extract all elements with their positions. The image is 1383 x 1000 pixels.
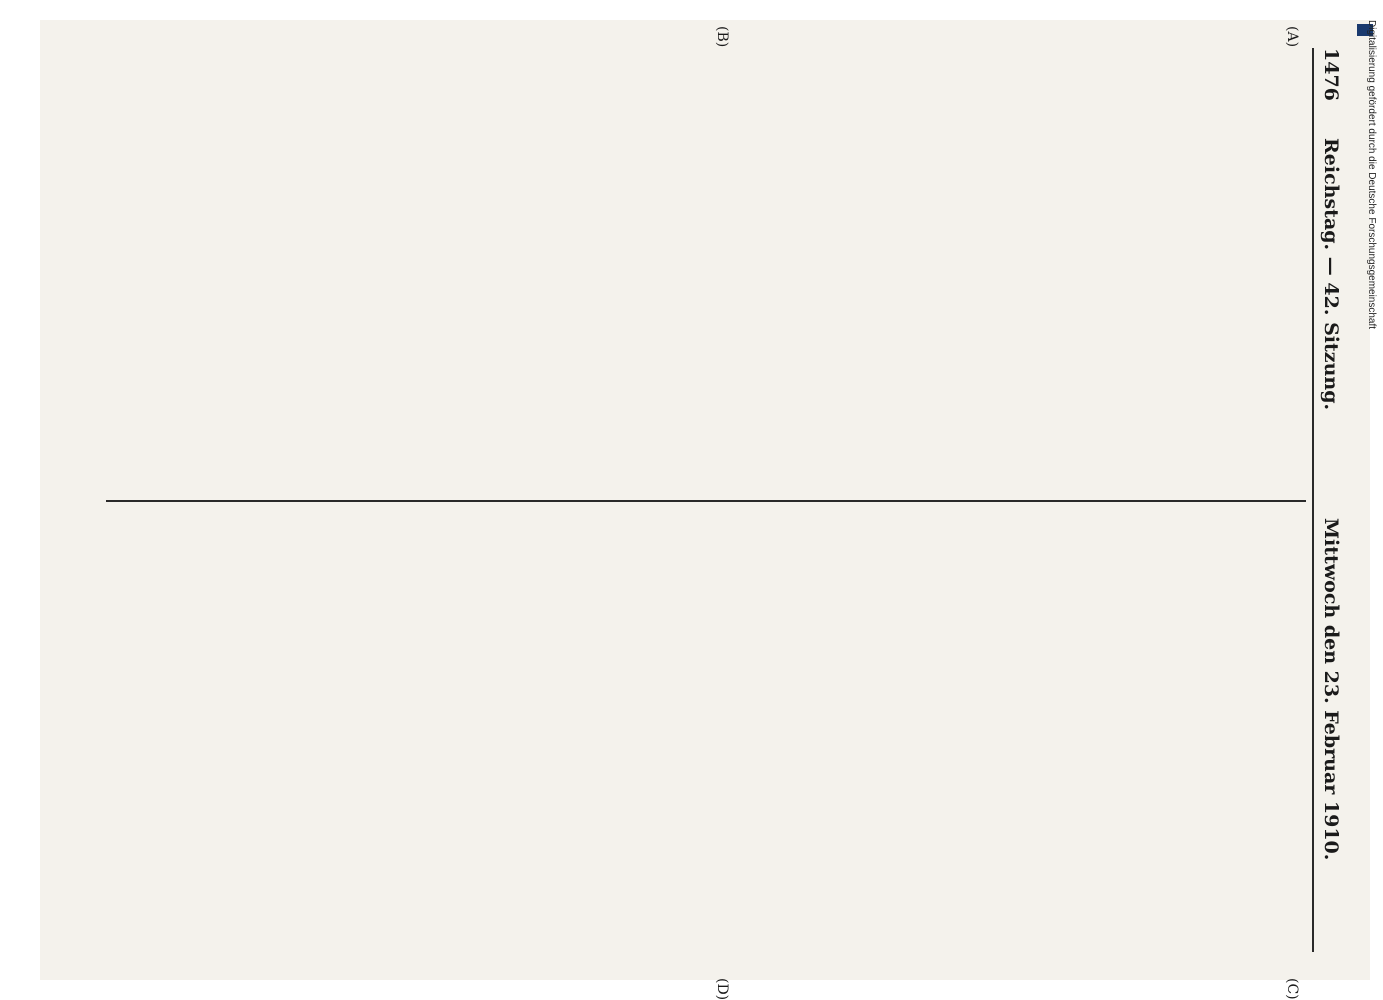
digitization-note-text: Digitalisierung gefördert durch die Deutsche Forschungsgemeinschaft (1366, 20, 1377, 330)
header-date: Mittwoch den 23. Februar 1910. (1320, 518, 1342, 861)
header-title: Reichstag. — 42. Sitzung. (1320, 138, 1342, 411)
page-content (40, 20, 1370, 1000)
text-column-left (106, 48, 1306, 468)
digitization-note (1363, 20, 1377, 960)
column-divider (106, 500, 1306, 502)
running-header (1312, 48, 1348, 952)
margin-marker-b: (B) (714, 26, 730, 48)
margin-marker-d: (D) (714, 978, 730, 1000)
margin-marker-a: (A) (1284, 26, 1300, 48)
page-number: 1476 (1320, 48, 1342, 101)
scanned-page (40, 20, 1370, 1000)
margin-marker-c: (C) (1284, 978, 1300, 1000)
text-column-right (106, 524, 1306, 944)
